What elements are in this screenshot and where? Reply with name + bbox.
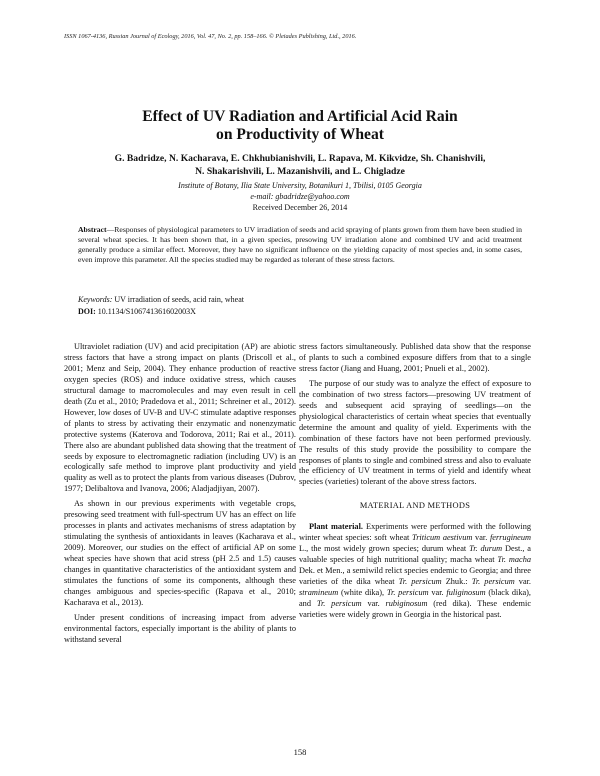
doi [78, 306, 522, 317]
affiliation: Institute of Botany, Ilia State University, Botanikuri 1, Tbilisi, 0105 Georgia [178, 181, 422, 190]
keywords-text: UV irradiation of seeds, acid rain, wheat [114, 295, 244, 304]
section-heading: MATERIAL AND METHODS [359, 501, 471, 511]
abstract-label: Abstract [78, 225, 107, 234]
intro-paragraph-1: Ultraviolet radiation (UV) and acid precipitation (AP) are abiotic stress factors that have a strong impact on plants (Driscoll et al., 2001; Menz and Seip, 2004). They enhance production of reactive oxygen species (ROS) and induce oxidative stress, which causes structural damage to macromolecules and may even result in cell death (Zu et al., 2010; Pradedova et al., 2011; Schreiner et al., 2012). However, low doses of UV-B and UV-C stimulate adaptive responses of plants to stress by activating their enzymatic and nonenzymatic protective systems (Katerova and Todorova, 2011; Rai et al., 2011). There also are abundant published data showing that the treatment of seeds by exposure to electromagnetic radiation (including UV) is an ecologically safe method to improve plant productivity and yield quality as well as to protect the plants from various diseases (Dubrov, 1977; Delibaltova and Ivanova, 2006; Aladjadjiyan, 2007). [64, 342, 296, 494]
authors-line2: N. Shakarishvili, L. Mazanishvili, and L. Chigladze [195, 166, 405, 177]
doi-label: DOI: [78, 307, 96, 316]
plant-material-paragraph: Plant material. Experiments were performed with the following winter wheat species: soft wheat Triticum aestivum var. ferrugineum L., the most widely grown species; durum wheat Tr. durum Dest., a valuable species of high nutritional quality; macha wheat Tr. macha Dek. et Men., a semiwild relict species endemic to Georgia; and three varieties of the dika wheat Tr. persicum Zhuk.: Tr. persicum var. stramineum (white dika), Tr. persicum var. fuliginosum (black dika), and Tr. persicum var. rubiginosum (red dika). These endemic varieties were widely grown in Georgia in the historical past. [299, 522, 532, 619]
authors-line1: G. Badridze, N. Kacharava, E. Chkhubianishvili, L. Rapava, M. Kikvidze, Sh. Chanishvili, [114, 153, 486, 164]
abstract-text: —Responses of physiological parameters to UV irradiation of seeds and acid spraying of plants grown from them have been studied in several wheat species. It has been shown that, in a given species, presowing UV irradiation alone and combined UV and acid treatment generally produce a similar effect. Moreover, they have no significant influence on the yielding capacity of most species and, in some cases, even improve this parameter. All the species studied may be regarded as tolerant of these stress factors. [78, 225, 522, 265]
left-column [64, 342, 296, 646]
abstract [78, 225, 522, 265]
plant-material-label: Plant material. [309, 522, 363, 532]
email: e-mail: gbadridze@yahoo.com [250, 192, 350, 201]
intro-paragraph-2: As shown in our previous experiments with vegetable crops, presowing seed treatment with full-spectrum UV has an effect on life processes in plants and activates mechanisms of stress adaptation by stimulating the synthesis of antioxidants in leaves (Kacharava et al., 2009). Moreover, our studies on the effect of artificial AP on some wheat species have shown that acid stress (pH 2.5 and 1.5) causes changes in quantitative characteristics of the antioxidant system and stimulates the functions of some its components, although these changes ambiguous and species-specific (Rapava et al., 2010; Kacharava et al., 2013). [64, 499, 296, 607]
keywords-label: Keywords: [78, 295, 113, 304]
received-date: Received December 26, 2014 [252, 203, 348, 212]
keywords [78, 294, 522, 305]
article-title-line2: on Productivity of Wheat [216, 126, 384, 143]
article-title-line1: Effect of UV Radiation and Artificial Acid Rain [142, 108, 458, 125]
intro-paragraph-3: Under present conditions of increasing impact from adverse environmental factors, especially important is the ability of plants to withstand several [64, 612, 296, 644]
right-column [299, 342, 531, 621]
intro-paragraph-5: The purpose of our study was to analyze the effect of exposure to the combination of two stress factors—presowing UV treatment of seeds and subsequent acid spraying of seedlings—on the physiological characteristics of certain wheat species that eventually determine the amount and quality of yield. Experiments with the combination of these factors have not been performed previously. The results of this study provide the possibility to compare the responses of plants to single and combined stress and also to evaluate the efficiency of UV treatment in terms of yield and identify wheat species (varieties) tolerant of the above stress factors. [299, 378, 531, 487]
page-number: 158 [293, 747, 307, 757]
journal-header: ISSN 1067-4136, Russian Journal of Ecology, 2016, Vol. 47, No. 2, pp. 158–166. © Pleiades Publishing, Ltd., 2016. [64, 33, 357, 40]
intro-paragraph-4: stress factors simultaneously. Published data show that the response of plants to such a combined exposure differs from that to a single stress factor (Jiang and Huang, 2001; Pnueli et al., 2002). [299, 342, 531, 373]
doi-value: 10.1134/S106741361602003X [97, 307, 196, 316]
